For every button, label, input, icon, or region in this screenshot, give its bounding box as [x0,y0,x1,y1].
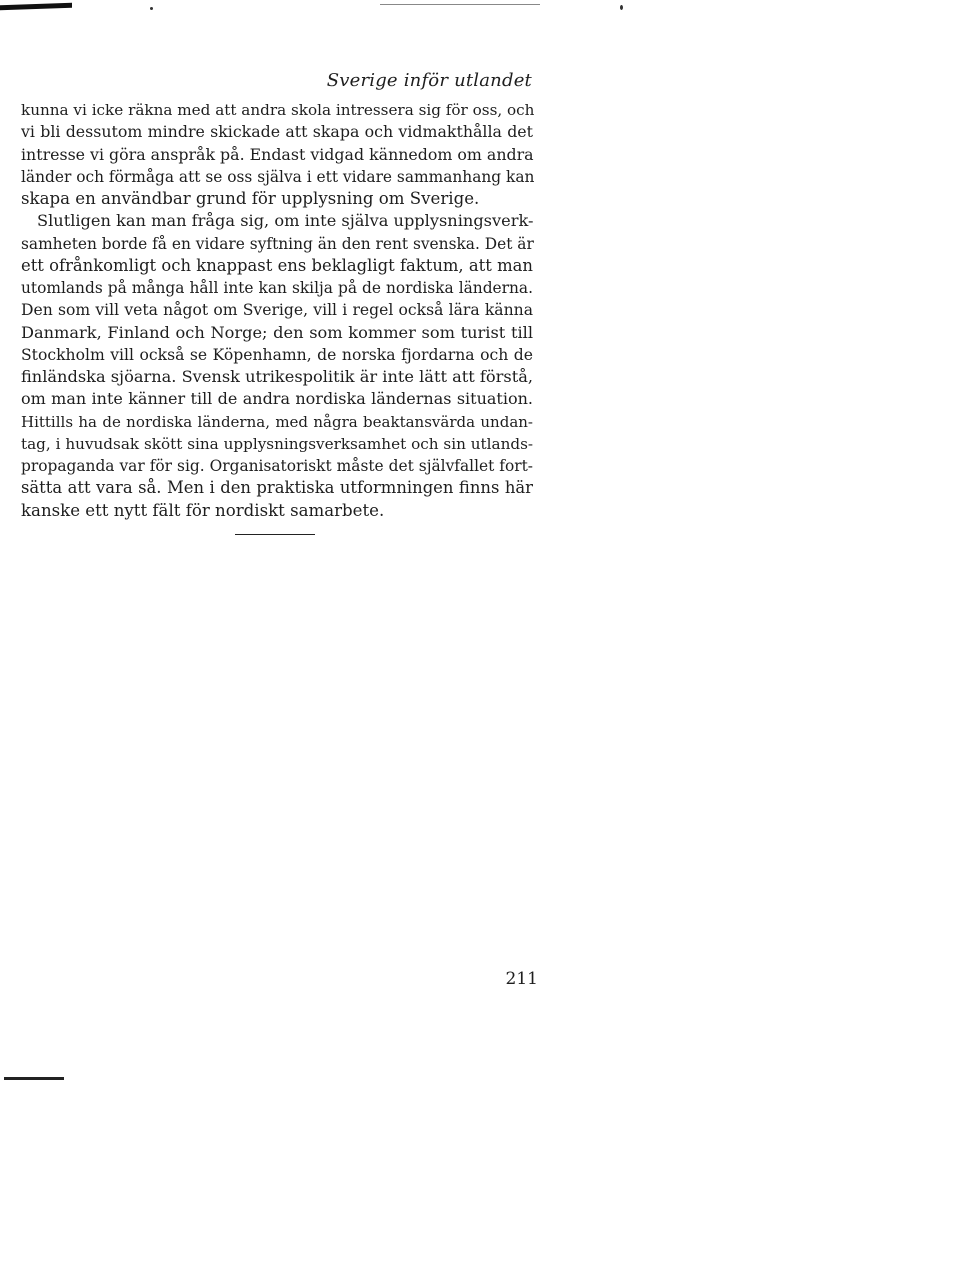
text-line: om man inte känner till de andra nordiska ländernas situation. [21,389,533,409]
text-line: Hittills ha de nordiska länderna, med några beaktansvärda undan- [21,412,533,431]
text-line: tag, i huvudsak skött sina upplysningsverksamhet och sin utlands- [21,434,533,453]
scan-artifact-top-left [0,3,72,11]
paragraph [21,99,533,210]
text-line: kunna vi icke räkna med att andra skola intressera sig för oss, och [21,101,535,119]
text-line: samheten borde få en vidare syftning än den rent svenska. Det är [21,234,534,253]
text-line: Stockholm vill också se Köpenhamn, de norska fjordarna och de [21,345,533,364]
running-head: Sverige inför utlandet [326,70,532,91]
paragraph [21,210,533,522]
text-line: utomlands på många håll inte kan skilja på de nordiska länderna. [21,279,533,297]
text-line: ett ofrånkomligt och knappast ens beklagligt faktum, att man [21,255,533,275]
text-line: Slutligen kan man fråga sig, om inte själva upplysningsverk- [37,211,534,231]
scan-artifact-top-line [380,4,540,5]
text-line: vi bli dessutom mindre skickade att skapa och vidmakthålla det [21,122,533,142]
text-line: länder och förmåga att se oss själva i ett vidare sammanhang kan [21,167,535,186]
text-line: Danmark, Finland och Norge; den som kommer som turist till [21,322,533,342]
text-line: kanske ett nytt fält för nordiskt samarbete. [21,500,385,520]
scan-artifact-bottom-left [4,1077,64,1080]
text-line: skapa en användbar grund för upplysning om Sverige. [21,189,480,208]
text-line: propaganda var för sig. Organisatoriskt måste det självfallet fort- [21,457,533,475]
text-line: sätta att vara så. Men i den praktiska utformningen finns här [21,478,533,498]
body-text [21,99,533,522]
scan-artifact-dot [620,5,623,10]
text-line: intresse vi göra anspråk på. Endast vidgad kännedom om andra [21,144,534,164]
text-line: Den som vill veta något om Sverige, vill i regel också lära känna [21,301,533,320]
scan-artifact-dot [150,7,153,10]
section-end-rule [235,534,315,535]
page-number: 211 [505,969,538,989]
text-line: finländska sjöarna. Svensk utrikespolitik är inte lätt att förstå, [21,367,533,386]
